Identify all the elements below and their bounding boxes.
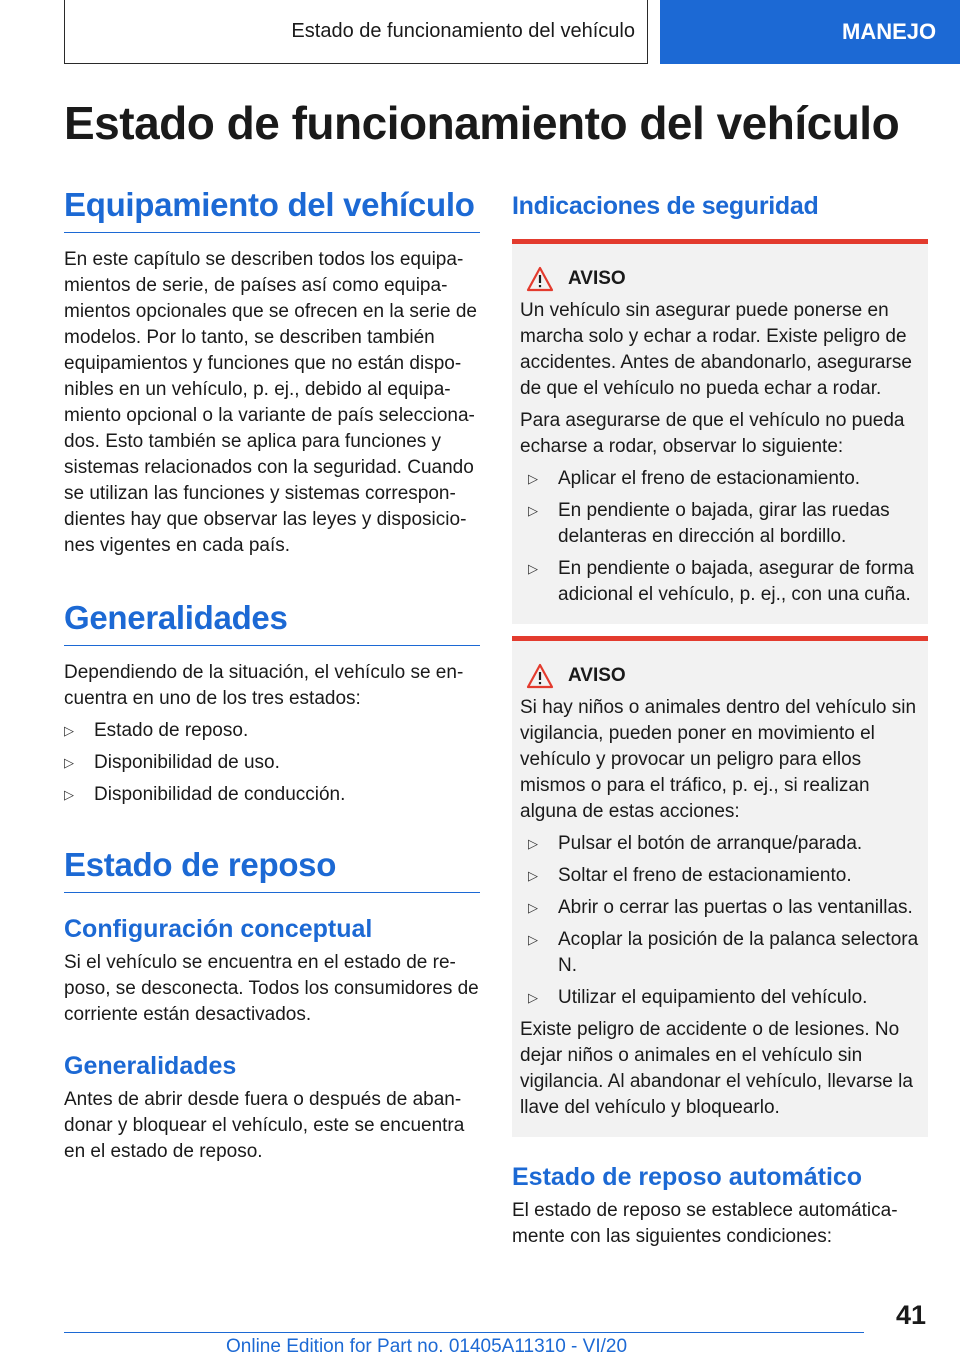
warning-list [520, 466, 920, 608]
section-title-equipamiento: Equipamiento del vehículo [64, 186, 480, 233]
list-item: ▷ Disponibilidad de uso. [64, 750, 480, 776]
list-item: ▷ En pendiente o bajada, girar las ruedas delanteras en dirección al bordillo. [520, 498, 920, 550]
running-header [64, 0, 648, 64]
edition-note: Online Edition for Part no. 01405A11310 - VI/20 [226, 1336, 628, 1357]
paragraph-configuracion: Si el vehículo se encuentra en el estado de reposo, se desconecta. Todos los consumidores de corriente están desactivados. [64, 952, 479, 1025]
running-title: Estado de funcionamiento del vehículo [291, 20, 635, 42]
states-list [64, 718, 480, 808]
paragraph-generalidades-reposo: Antes de abrir desde fuera o después de abandonar y bloquear el vehículo, este se encuentra en el estado de reposo. [64, 1089, 465, 1162]
triangle-bullet-icon: ▷ [64, 723, 74, 738]
triangle-bullet-icon: ▷ [528, 932, 538, 947]
paragraph-equipamiento: En este capítulo se describen todos los equipamientos de serie, de países así como equipamientos opcionales que se ofrecen en la serie de modelos. Por lo tanto, se describen también equipamientos y funciones que no están disponibles en un vehículo, p. ej., debido al equipamiento opcional o la variante de país seleccionados. Esto también se aplica para funciones y sistemas relacionados con la seguridad. Cuando se utilizan las funciones y sistemas correspondientes hay que observar las leyes y disposiciones vigentes en cada país. [64, 249, 477, 556]
triangle-bullet-icon: ▷ [64, 755, 74, 770]
section-title-seguridad: Indicaciones de seguridad [512, 192, 819, 220]
list-item: ▷ Acoplar la posición de la palanca selectora N. [520, 927, 920, 979]
warning-text: Un vehículo sin asegurar puede ponerse en marcha solo y echar a rodar. Existe peligro de accidentes. Antes de abandonarlo, asegurarse de que el vehículo no pueda echar a rodar. [520, 300, 912, 399]
triangle-bullet-icon: ▷ [528, 900, 538, 915]
left-column [64, 186, 480, 1165]
section-label: MANEJO [842, 19, 937, 44]
warning-text: Si hay niños o animales dentro del vehículo sin vigilancia, pueden poner en movimiento el vehículo y provocar un peligro para ellos mismos o para el tráfico, p. ej., si realizan alguna de estas acciones: [520, 697, 917, 822]
subsection-title-reposo-automatico: Estado de reposo automático [512, 1163, 863, 1191]
list-item: ▷ Soltar el freno de estacionamiento. [520, 863, 920, 889]
list-item: ▷ Utilizar el equipamiento del vehículo. [520, 985, 920, 1011]
warning-text: Para asegurarse de que el vehículo no pueda echarse a rodar, observar lo siguiente: [520, 410, 905, 457]
triangle-bullet-icon: ▷ [528, 503, 538, 518]
warning-box [512, 636, 928, 1137]
footer-divider [64, 1332, 864, 1333]
warning-box [512, 239, 928, 624]
list-item: ▷ En pendiente o bajada, asegurar de forma adicional el vehículo, p. ej., con una cuña. [520, 556, 920, 608]
triangle-bullet-icon: ▷ [528, 990, 538, 1005]
warning-triangle-icon [526, 663, 554, 689]
list-item: ▷ Aplicar el freno de estacionamiento. [520, 466, 920, 492]
triangle-bullet-icon: ▷ [528, 868, 538, 883]
section-title-estado-reposo: Estado de reposo [64, 846, 480, 893]
list-item: ▷ Abrir o cerrar las puertas o las ventanillas. [520, 895, 920, 921]
warning-triangle-icon [526, 266, 554, 292]
right-column [512, 186, 928, 1250]
subsection-title-generalidades: Generalidades [64, 1052, 237, 1080]
warning-header [520, 266, 920, 292]
warning-label: AVISO [568, 665, 626, 686]
paragraph-generalidades: Dependiendo de la situación, el vehículo se encuentra en uno de los tres estados: [64, 662, 464, 709]
paragraph-reposo-automatico: El estado de reposo se establece automáticamente con las siguientes condiciones: [512, 1200, 898, 1247]
warning-text: Existe peligro de accidente o de lesiones. No dejar niños o animales en el vehículo sin vigilancia. Al abandonar el vehículo, llevarse la llave del vehículo y bloquearlo. [520, 1019, 913, 1118]
section-title-generalidades: Generalidades [64, 599, 480, 646]
triangle-bullet-icon: ▷ [528, 471, 538, 486]
subsection-title-configuracion: Configuración conceptual [64, 915, 373, 943]
triangle-bullet-icon: ▷ [528, 836, 538, 851]
triangle-bullet-icon: ▷ [528, 561, 538, 576]
warning-list [520, 831, 920, 1011]
list-item: ▷ Pulsar el botón de arranque/parada. [520, 831, 920, 857]
triangle-bullet-icon: ▷ [64, 787, 74, 802]
page-title: Estado de funcionamiento del vehículo [64, 97, 900, 149]
section-tab [660, 0, 960, 64]
list-item: ▷ Disponibilidad de conducción. [64, 782, 480, 808]
warning-label: AVISO [568, 268, 626, 289]
list-item: ▷ Estado de reposo. [64, 718, 480, 744]
warning-header [520, 663, 920, 689]
page-number: 41 [896, 1300, 927, 1330]
